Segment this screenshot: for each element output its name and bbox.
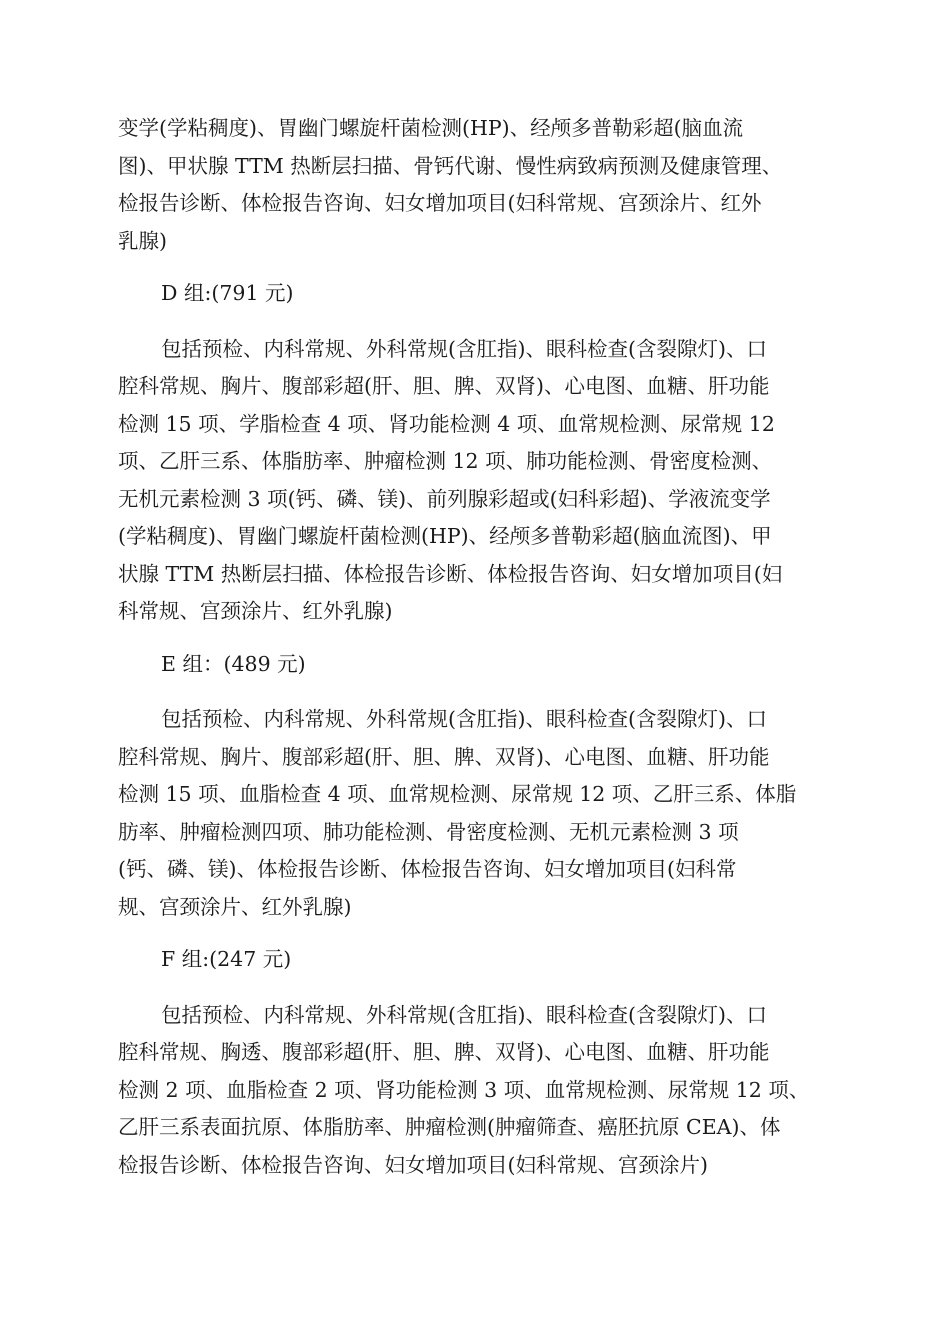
text-line: 无机元素检测 3 项(钙、磷、镁)、前列腺彩超或(妇科彩超)、学液流变学 [118, 486, 771, 511]
text-line: 项、乙肝三系、体脂肪率、肿瘤检测 12 项、肺功能检测、骨密度检测、 [118, 449, 773, 473]
text-line: 规、宫颈涂片、红外乳腺) [118, 894, 352, 919]
text-line: 科常规、宫颈涂片、红外乳腺) [118, 599, 393, 623]
text-line: 状腺 TTM 热断层扫描、体检报告诊断、体检报告咨询、妇女增加项目(妇 [118, 561, 783, 586]
text-line: 肪率、肿瘤检测四项、肺功能检测、骨密度检测、无机元素检测 3 项 [118, 819, 739, 844]
text-line: 乳腺) [118, 228, 167, 253]
text-line: 腔科常规、胸片、腹部彩超(肝、胆、脾、双肾)、心电图、血糖、肝功能 [118, 744, 770, 769]
text-line: 变学(学粘稠度)、胃幽门螺旋杆菌检测(HP)、经颅多普勒彩超(脑血流 [118, 116, 744, 140]
f-group-paragraph [118, 997, 834, 1185]
e-group-paragraph [118, 701, 834, 926]
d-group-heading: D 组:(791 元) [161, 281, 294, 305]
text-line: 检报告诊断、体检报告咨询、妇女增加项目(妇科常规、宫颈涂片) [118, 1152, 708, 1177]
text-line: 检测 2 项、血脂检查 2 项、肾功能检测 3 项、血常规检测、尿常规 12 项、 [118, 1077, 810, 1102]
text-line: 包括预检、内科常规、外科常规(含肛指)、眼科检查(含裂隙灯)、口 [161, 336, 767, 361]
d-group-paragraph [118, 331, 834, 631]
e-group-heading: E 组：(489 元) [161, 651, 306, 676]
c-group-tail-paragraph [118, 110, 834, 260]
document-page [118, 110, 834, 1184]
text-line: 检报告诊断、体检报告咨询、妇女增加项目(妇科常规、宫颈涂片、红外 [118, 191, 762, 215]
text-line: 包括预检、内科常规、外科常规(含肛指)、眼科检查(含裂隙灯)、口 [161, 707, 767, 731]
text-line: 图)、甲状腺 TTM 热断层扫描、骨钙代谢、慢性病致病预测及健康管理、 [118, 153, 783, 178]
text-line: (学粘稠度)、胃幽门螺旋杆菌检测(HP)、经颅多普勒彩超(脑血流图)、甲 [118, 524, 772, 548]
f-group-heading: F 组:(247 元) [161, 947, 292, 971]
text-line: 检测 15 项、血脂检查 4 项、血常规检测、尿常规 12 项、乙肝三系、体脂 [118, 782, 797, 806]
text-line: (钙、磷、镁)、体检报告诊断、体检报告咨询、妇女增加项目(妇科常 [118, 857, 737, 881]
text-line: 腔科常规、胸片、腹部彩超(肝、胆、脾、双肾)、心电图、血糖、肝功能 [118, 374, 770, 398]
text-line: 包括预检、内科常规、外科常规(含肛指)、眼科检查(含裂隙灯)、口 [161, 1002, 767, 1027]
text-line: 检测 15 项、学脂检查 4 项、肾功能检测 4 项、血常规检测、尿常规 12 [118, 411, 775, 436]
text-line: 腔科常规、胸透、腹部彩超(肝、胆、脾、双肾)、心电图、血糖、肝功能 [118, 1040, 770, 1064]
text-line: 乙肝三系表面抗原、体脂肪率、肿瘤检测(肿瘤筛查、癌胚抗原 CEA)、体 [118, 1115, 781, 1139]
